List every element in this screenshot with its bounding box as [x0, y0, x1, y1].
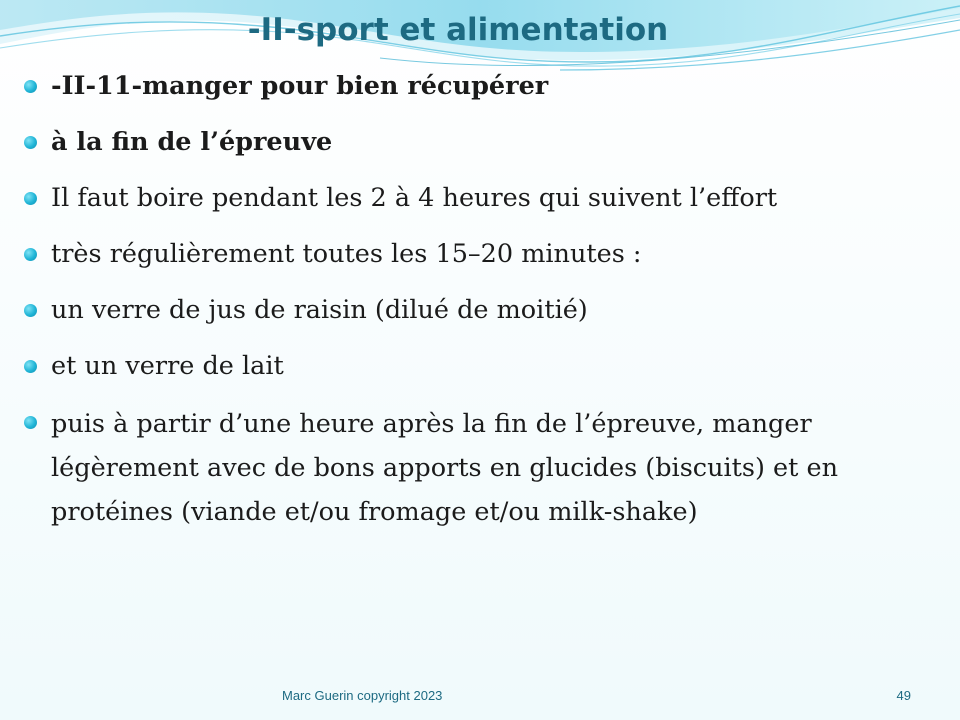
footer-author: Marc Guerin copyright 2023	[282, 688, 443, 703]
bullet-icon	[24, 192, 37, 205]
bullet-item	[24, 346, 934, 386]
bullet-list	[24, 66, 934, 550]
bullet-text: un verre de jus de raisin (dilué de moitié)	[51, 295, 588, 325]
bullet-text: à la fin de l’épreuve	[51, 127, 333, 157]
bullet-icon	[24, 136, 37, 149]
bullet-item	[24, 178, 934, 218]
slide-title: -II-sport et alimentation	[247, 12, 669, 48]
bullet-icon	[24, 416, 37, 429]
bullet-item	[24, 122, 934, 162]
bullet-icon	[24, 360, 37, 373]
bullet-icon	[24, 80, 37, 93]
bullet-text: puis à partir d’une heure après la fin de l’épreuve, manger légèrement avec de bons apports en glucides (biscuits) et en protéines (viande et/ou fromage et/ou milk-shake)	[51, 409, 839, 527]
bullet-item	[24, 234, 934, 274]
page-number: 49	[896, 688, 911, 703]
bullet-item	[24, 402, 934, 534]
bullet-text: très régulièrement toutes les 15–20 minutes :	[51, 239, 642, 269]
bullet-text: Il faut boire pendant les 2 à 4 heures qui suivent l’effort	[51, 183, 778, 213]
bullet-text: et un verre de lait	[51, 351, 284, 381]
bullet-item	[24, 290, 934, 330]
bullet-text: -II-11-manger pour bien récupérer	[51, 71, 549, 101]
bullet-icon	[24, 304, 37, 317]
bullet-icon	[24, 248, 37, 261]
bullet-item	[24, 66, 934, 106]
